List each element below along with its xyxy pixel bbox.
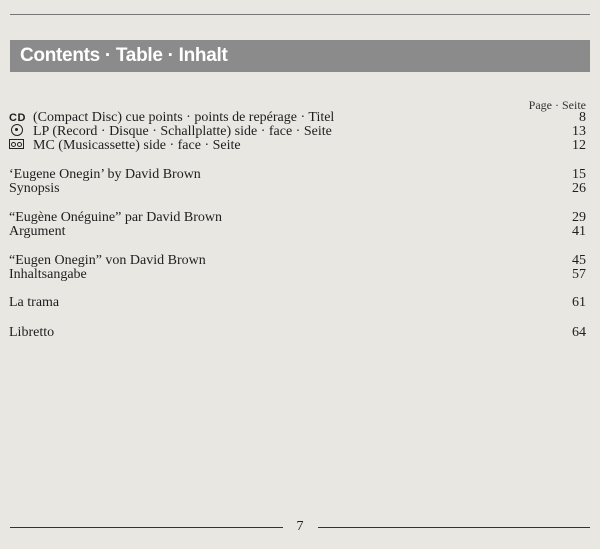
footer-rule-right	[318, 527, 591, 528]
banner-title: Contents · Table · Inhalt	[20, 45, 228, 66]
format-label: LP (Record · Disque · Schallplatte) side · face · Seite	[33, 124, 332, 139]
format-label: (Compact Disc) cue points · points de repérage · Titel	[33, 110, 335, 125]
toc-entry-label: “Eugen Onegin” von David Brown	[9, 253, 206, 268]
toc-entry-label: Synopsis	[9, 181, 60, 196]
page-column-header: Page · Seite	[528, 98, 586, 112]
toc-entry	[9, 295, 586, 311]
format-row-mc	[9, 138, 586, 154]
toc-entry-label: Libretto	[9, 325, 55, 340]
page-number: 26	[572, 181, 586, 196]
toc-entry-label: “Eugène Onéguine” par David Brown	[9, 210, 223, 225]
toc-entry	[9, 325, 586, 341]
toc-entry	[9, 267, 586, 283]
toc-entry-label: Argument	[9, 224, 66, 239]
toc-entry-label: La trama	[9, 295, 60, 310]
page-number: 64	[572, 325, 586, 340]
toc-entry-label: Inhaltsangabe	[9, 267, 87, 282]
toc-entry-label: ‘Eugene Onegin’ by David Brown	[9, 167, 201, 182]
toc-entry	[9, 224, 586, 240]
cd-icon: CD	[9, 112, 26, 124]
page-number: 45	[572, 253, 586, 268]
page-number: 57	[572, 267, 586, 282]
page-number: 12	[572, 138, 586, 153]
page-number: 41	[572, 224, 586, 239]
top-rule	[10, 14, 590, 15]
cassette-icon	[9, 139, 24, 149]
page-footer	[10, 519, 590, 535]
page-number: 13	[572, 124, 586, 139]
footer-rule-left	[10, 527, 283, 528]
page-number: 61	[572, 295, 586, 310]
page-number: 15	[572, 167, 586, 182]
contents-banner	[10, 40, 590, 72]
toc-entry	[9, 181, 586, 197]
page-number: 8	[579, 110, 586, 125]
format-label: MC (Musicassette) side · face · Seite	[33, 138, 241, 153]
lp-record-icon	[11, 124, 23, 136]
page-number: 29	[572, 210, 586, 225]
footer-page-number: 7	[296, 519, 304, 534]
